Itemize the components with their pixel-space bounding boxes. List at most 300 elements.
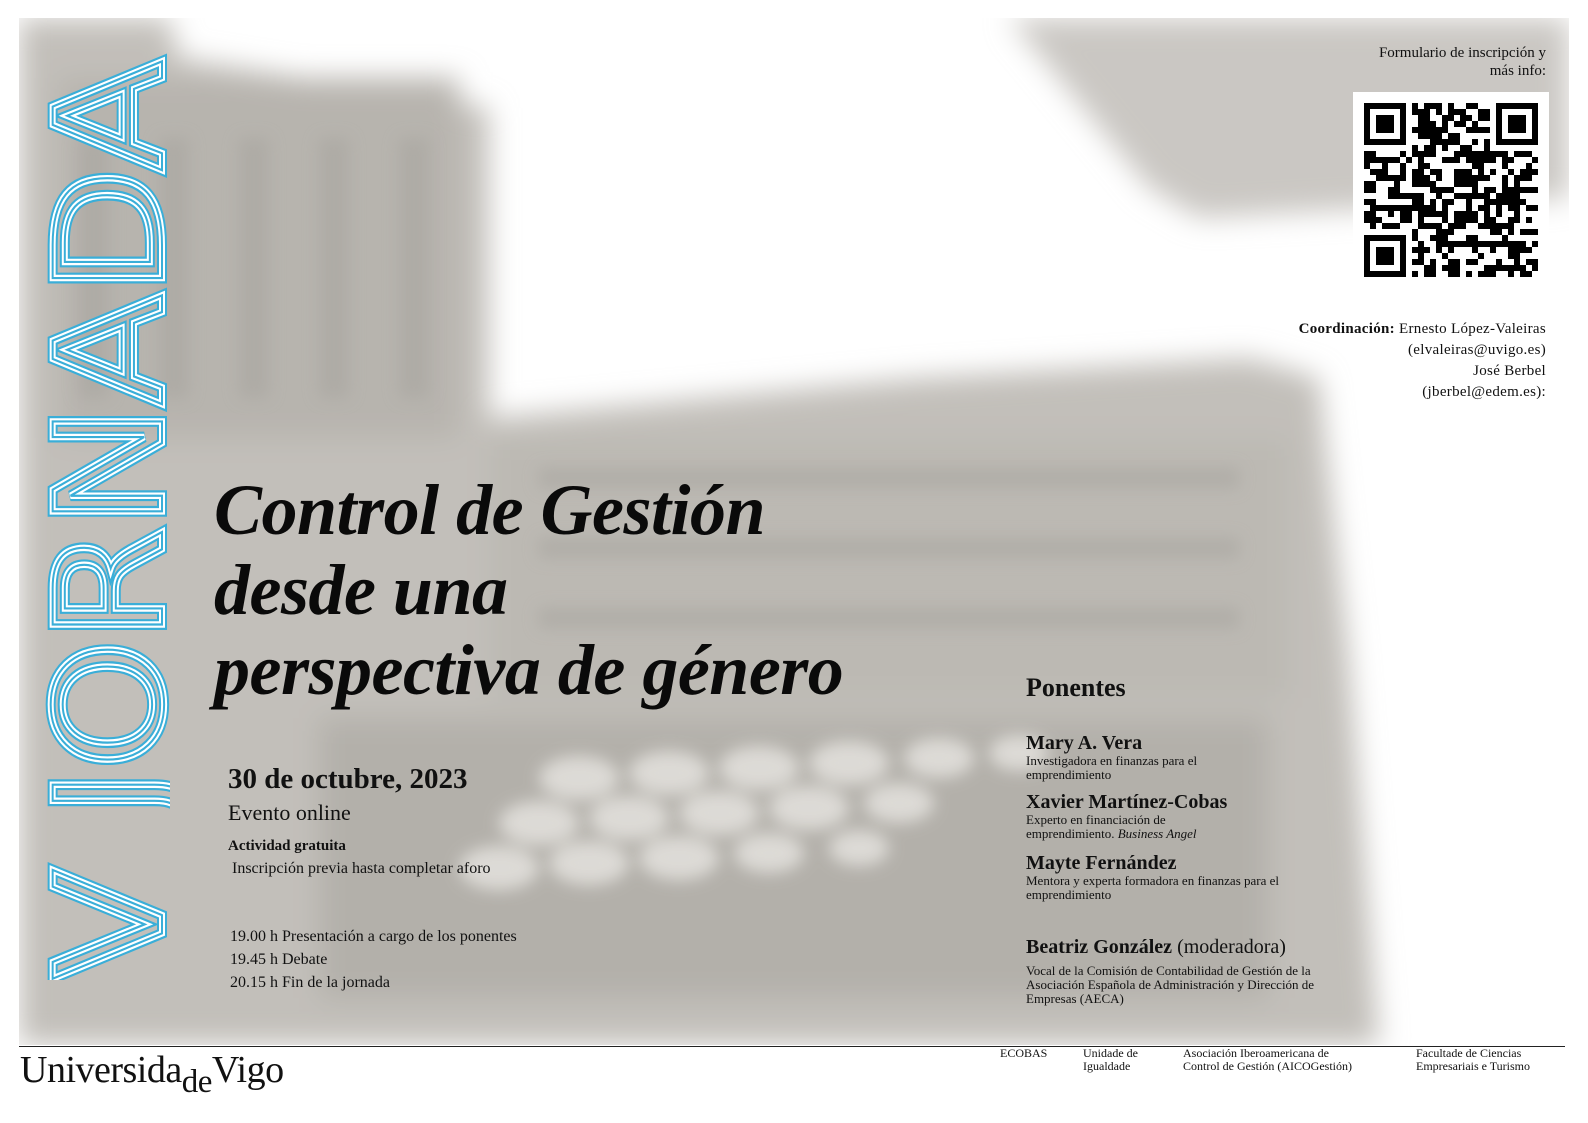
qr-module — [1436, 133, 1442, 139]
qr-module — [1454, 169, 1460, 175]
qr-module — [1448, 133, 1454, 139]
qr-module — [1442, 127, 1448, 133]
qr-module — [1364, 181, 1370, 187]
qr-module — [1484, 115, 1490, 121]
qr-module — [1466, 199, 1472, 205]
qr-module — [1484, 223, 1490, 229]
logo-part: Vigo — [211, 1049, 284, 1091]
qr-module — [1532, 259, 1538, 265]
qr-module — [1508, 205, 1514, 211]
qr-module — [1430, 169, 1436, 175]
qr-module — [1418, 199, 1424, 205]
qr-module — [1520, 229, 1526, 235]
qr-module — [1466, 151, 1472, 157]
qr-module — [1472, 247, 1478, 253]
qr-module — [1460, 193, 1466, 199]
qr-module — [1412, 271, 1418, 277]
qr-module — [1502, 223, 1508, 229]
qr-module — [1430, 151, 1436, 157]
universidade-de-vigo-logo — [20, 1048, 284, 1100]
qr-module — [1478, 169, 1484, 175]
qr-module — [1436, 229, 1442, 235]
qr-module — [1388, 223, 1394, 229]
qr-module — [1454, 265, 1460, 271]
qr-module — [1484, 217, 1490, 223]
qr-module — [1424, 127, 1430, 133]
qr-module — [1370, 223, 1376, 229]
moderator-role: (moderadora) — [1177, 936, 1286, 958]
qr-module — [1466, 217, 1472, 223]
qr-module — [1532, 169, 1538, 175]
qr-module — [1370, 211, 1376, 217]
qr-module — [1532, 157, 1538, 163]
qr-module — [1436, 169, 1442, 175]
qr-label-line-1: Formulario de inscripción y — [1378, 45, 1546, 61]
qr-module — [1448, 199, 1454, 205]
qr-module — [1388, 205, 1394, 211]
qr-module — [1418, 163, 1424, 169]
sponsor-line: Igualdade — [1083, 1059, 1131, 1073]
qr-module — [1394, 193, 1400, 199]
qr-module — [1526, 169, 1532, 175]
qr-module — [1430, 145, 1436, 151]
qr-module — [1490, 169, 1496, 175]
qr-module — [1424, 145, 1430, 151]
coordinator-email[interactable]: (elvaleiras@uvigo.es) — [1408, 342, 1546, 358]
qr-module — [1412, 193, 1418, 199]
vertical-word-stroke: JORNADA — [30, 132, 170, 830]
registration-note: Inscripción previa hasta completar aforo — [232, 860, 491, 877]
qr-module — [1448, 229, 1454, 235]
qr-module — [1454, 241, 1460, 247]
qr-module — [1424, 265, 1430, 271]
speaker-description — [1026, 754, 1386, 782]
qr-module — [1436, 193, 1442, 199]
qr-module — [1460, 223, 1466, 229]
speaker-desc-line: emprendimiento — [1026, 767, 1112, 782]
qr-module — [1526, 271, 1532, 277]
qr-module — [1376, 169, 1382, 175]
qr-module — [1484, 241, 1490, 247]
qr-module — [1466, 157, 1472, 163]
qr-module — [1520, 247, 1526, 253]
qr-module — [1436, 109, 1442, 115]
qr-module — [1430, 127, 1436, 133]
qr-module — [1376, 175, 1382, 181]
moderator-card — [1026, 936, 1386, 1006]
qr-module — [1484, 193, 1490, 199]
qr-module — [1448, 109, 1454, 115]
qr-module — [1496, 211, 1502, 217]
qr-module — [1484, 175, 1490, 181]
qr-module — [1454, 133, 1460, 139]
qr-module — [1412, 175, 1418, 181]
qr-module — [1448, 265, 1454, 271]
qr-module — [1490, 157, 1496, 163]
qr-module — [1502, 181, 1508, 187]
qr-module — [1370, 205, 1376, 211]
qr-finder — [1376, 115, 1394, 133]
qr-module — [1454, 217, 1460, 223]
qr-module — [1442, 205, 1448, 211]
qr-module — [1382, 169, 1388, 175]
qr-module — [1472, 151, 1478, 157]
qr-module — [1520, 169, 1526, 175]
qr-module — [1514, 259, 1520, 265]
qr-module — [1364, 157, 1370, 163]
qr-module — [1466, 127, 1472, 133]
qr-module — [1448, 139, 1454, 145]
qr-module — [1490, 265, 1496, 271]
qr-module — [1508, 199, 1514, 205]
qr-module — [1412, 127, 1418, 133]
qr-module — [1442, 139, 1448, 145]
qr-module — [1484, 127, 1490, 133]
qr-module — [1466, 241, 1472, 247]
schedule-item: 19.00 h Presentación a cargo de los ponentes — [230, 928, 517, 945]
qr-module — [1502, 199, 1508, 205]
moderator-name — [1026, 936, 1386, 958]
free-activity-label: Actividad gratuita — [228, 838, 346, 854]
qr-module — [1400, 169, 1406, 175]
qr-module — [1370, 199, 1376, 205]
title-line-2: desde una — [214, 550, 508, 630]
qr-module — [1382, 205, 1388, 211]
qr-module — [1526, 187, 1532, 193]
qr-module — [1370, 169, 1376, 175]
qr-module — [1436, 235, 1442, 241]
qr-module — [1400, 193, 1406, 199]
qr-module — [1532, 187, 1538, 193]
qr-module — [1466, 181, 1472, 187]
qr-module — [1520, 175, 1526, 181]
qr-module — [1454, 139, 1460, 145]
qr-module — [1472, 175, 1478, 181]
qr-module — [1478, 175, 1484, 181]
qr-module — [1430, 103, 1436, 109]
qr-module — [1472, 127, 1478, 133]
qr-module — [1418, 115, 1424, 121]
qr-module — [1496, 229, 1502, 235]
qr-module — [1496, 265, 1502, 271]
moderator-description — [1026, 964, 1386, 1006]
qr-module — [1418, 121, 1424, 127]
qr-module — [1424, 175, 1430, 181]
qr-module — [1472, 181, 1478, 187]
qr-module — [1424, 181, 1430, 187]
qr-module — [1514, 211, 1520, 217]
qr-module — [1418, 223, 1424, 229]
qr-module — [1418, 133, 1424, 139]
qr-module — [1526, 229, 1532, 235]
qr-module — [1442, 145, 1448, 151]
qr-module — [1514, 199, 1520, 205]
qr-module — [1382, 223, 1388, 229]
qr-module — [1490, 271, 1496, 277]
qr-module — [1472, 235, 1478, 241]
qr-module — [1424, 223, 1430, 229]
qr-module — [1520, 199, 1526, 205]
qr-module — [1514, 253, 1520, 259]
qr-module — [1430, 211, 1436, 217]
qr-module — [1496, 223, 1502, 229]
speaker-desc-italic: Business Angel — [1117, 826, 1197, 841]
qr-module — [1370, 187, 1376, 193]
qr-module — [1484, 157, 1490, 163]
qr-module — [1496, 205, 1502, 211]
qr-module — [1448, 187, 1454, 193]
qr-module — [1484, 265, 1490, 271]
vertical-title-v-jornada — [30, 30, 170, 980]
qr-module — [1490, 151, 1496, 157]
qr-module — [1364, 217, 1370, 223]
sponsor-line: Facultade de Ciencias — [1416, 1046, 1522, 1060]
qr-module — [1436, 211, 1442, 217]
qr-module — [1370, 151, 1376, 157]
qr-module — [1466, 271, 1472, 277]
qr-module — [1400, 205, 1406, 211]
speaker-name: Mayte Fernández — [1026, 852, 1177, 874]
qr-module — [1484, 151, 1490, 157]
qr-module — [1442, 211, 1448, 217]
qr-module — [1478, 157, 1484, 163]
qr-module — [1376, 157, 1382, 163]
qr-module — [1490, 217, 1496, 223]
qr-module — [1418, 109, 1424, 115]
qr-module — [1442, 241, 1448, 247]
qr-module — [1424, 103, 1430, 109]
qr-module — [1502, 265, 1508, 271]
qr-module — [1436, 175, 1442, 181]
qr-module — [1484, 271, 1490, 277]
qr-module — [1454, 193, 1460, 199]
qr-module — [1454, 181, 1460, 187]
qr-module — [1400, 151, 1406, 157]
coordinator-email[interactable]: (jberbel@edem.es): — [1422, 384, 1546, 400]
qr-module — [1370, 217, 1376, 223]
qr-module — [1490, 247, 1496, 253]
qr-module — [1388, 187, 1394, 193]
qr-module — [1406, 205, 1412, 211]
qr-module — [1364, 151, 1370, 157]
qr-module — [1514, 247, 1520, 253]
sponsor-line: Empresariais e Turismo — [1416, 1059, 1530, 1073]
speaker-card — [1026, 852, 1386, 902]
vertical-word-stroke: JORNADA — [30, 132, 170, 830]
qr-module — [1502, 241, 1508, 247]
qr-module — [1484, 109, 1490, 115]
logo-part: de — [181, 1064, 212, 1100]
qr-label-line-2: más info: — [1489, 63, 1546, 79]
qr-module — [1412, 145, 1418, 151]
qr-module — [1406, 157, 1412, 163]
qr-module — [1508, 247, 1514, 253]
qr-module — [1472, 187, 1478, 193]
qr-module — [1502, 193, 1508, 199]
qr-module — [1478, 223, 1484, 229]
qr-module — [1520, 241, 1526, 247]
qr-module — [1442, 157, 1448, 163]
qr-module — [1526, 259, 1532, 265]
qr-module — [1484, 205, 1490, 211]
qr-module — [1466, 235, 1472, 241]
qr-module — [1508, 223, 1514, 229]
qr-module — [1508, 157, 1514, 163]
qr-module — [1424, 163, 1430, 169]
qr-module — [1376, 205, 1382, 211]
qr-module — [1412, 151, 1418, 157]
qr-module — [1502, 235, 1508, 241]
qr-module — [1442, 115, 1448, 121]
qr-module — [1478, 127, 1484, 133]
qr-module — [1502, 175, 1508, 181]
qr-module — [1418, 253, 1424, 259]
qr-module — [1448, 241, 1454, 247]
qr-module — [1376, 217, 1382, 223]
qr-module — [1454, 211, 1460, 217]
qr-module — [1526, 175, 1532, 181]
speaker-name: Mary A. Vera — [1026, 732, 1143, 754]
qr-module — [1454, 223, 1460, 229]
qr-module — [1436, 223, 1442, 229]
qr-module — [1412, 205, 1418, 211]
qr-module — [1532, 229, 1538, 235]
qr-module — [1472, 211, 1478, 217]
sponsor-line: Asociación Iberoamericana de — [1183, 1046, 1329, 1060]
qr-module — [1430, 139, 1436, 145]
qr-module — [1436, 103, 1442, 109]
coordination-block — [1299, 319, 1546, 403]
qr-module — [1412, 259, 1418, 265]
qr-module — [1370, 181, 1376, 187]
qr-module — [1478, 241, 1484, 247]
schedule-item: 19.45 h Debate — [230, 951, 328, 968]
qr-module — [1460, 217, 1466, 223]
qr-module — [1478, 115, 1484, 121]
qr-module — [1466, 103, 1472, 109]
qr-module — [1442, 187, 1448, 193]
speaker-desc-line — [1026, 827, 1386, 841]
qr-module — [1412, 109, 1418, 115]
speaker-desc-line: Investigadora en finanzas para el — [1026, 753, 1198, 768]
qr-module — [1454, 151, 1460, 157]
qr-module — [1460, 121, 1466, 127]
qr-module — [1460, 109, 1466, 115]
qr-module — [1442, 265, 1448, 271]
qr-module — [1478, 163, 1484, 169]
qr-module — [1436, 187, 1442, 193]
qr-module — [1460, 145, 1466, 151]
qr-module — [1430, 259, 1436, 265]
qr-module — [1412, 169, 1418, 175]
qr-module — [1514, 265, 1520, 271]
qr-module — [1418, 181, 1424, 187]
qr-module — [1400, 211, 1406, 217]
qr-module — [1430, 265, 1436, 271]
qr-module — [1490, 229, 1496, 235]
qr-module — [1526, 217, 1532, 223]
qr-module — [1364, 187, 1370, 193]
moderator-desc-line: Vocal de la Comisión de Contabilidad de Gestión de la — [1026, 963, 1311, 978]
qr-module — [1526, 205, 1532, 211]
qr-module — [1442, 217, 1448, 223]
qr-module — [1478, 253, 1484, 259]
qr-module — [1448, 247, 1454, 253]
qr-module — [1472, 241, 1478, 247]
qr-module — [1472, 193, 1478, 199]
qr-module — [1514, 205, 1520, 211]
qr-module — [1406, 217, 1412, 223]
qr-code-icon[interactable] — [1353, 92, 1549, 288]
qr-module — [1448, 115, 1454, 121]
qr-module — [1400, 217, 1406, 223]
qr-module — [1412, 235, 1418, 241]
qr-module — [1454, 175, 1460, 181]
qr-module — [1466, 259, 1472, 265]
qr-module — [1508, 193, 1514, 199]
qr-module — [1460, 151, 1466, 157]
qr-module — [1454, 121, 1460, 127]
speaker-desc-text: emprendimiento. — [1026, 826, 1115, 841]
qr-module — [1418, 259, 1424, 265]
moderator-desc-line: Empresas (AECA) — [1026, 991, 1124, 1006]
coordination-label: Coordinación: — [1298, 321, 1395, 337]
qr-module — [1472, 157, 1478, 163]
qr-module — [1370, 157, 1376, 163]
speaker-desc-line: Experto en financiación de — [1026, 812, 1166, 827]
qr-module — [1394, 175, 1400, 181]
qr-module — [1418, 241, 1424, 247]
qr-module — [1514, 187, 1520, 193]
qr-module — [1430, 235, 1436, 241]
qr-module — [1412, 229, 1418, 235]
speaker-card — [1026, 732, 1386, 782]
qr-module — [1418, 157, 1424, 163]
qr-module — [1502, 163, 1508, 169]
qr-module — [1394, 187, 1400, 193]
qr-module — [1514, 217, 1520, 223]
qr-module — [1502, 151, 1508, 157]
qr-module — [1424, 205, 1430, 211]
qr-module — [1526, 247, 1532, 253]
qr-module — [1436, 139, 1442, 145]
qr-module — [1388, 193, 1394, 199]
logo-part: Universida — [20, 1049, 182, 1091]
qr-module — [1478, 109, 1484, 115]
qr-module — [1454, 109, 1460, 115]
qr-module — [1394, 157, 1400, 163]
qr-module — [1496, 193, 1502, 199]
qr-module — [1526, 163, 1532, 169]
sponsor-aicogestion — [1183, 1047, 1352, 1073]
qr-module — [1418, 127, 1424, 133]
qr-module — [1466, 211, 1472, 217]
qr-module — [1382, 175, 1388, 181]
qr-module — [1472, 259, 1478, 265]
qr-module — [1472, 121, 1478, 127]
qr-module — [1466, 175, 1472, 181]
qr-module — [1520, 151, 1526, 157]
qr-module — [1424, 247, 1430, 253]
qr-module — [1424, 133, 1430, 139]
qr-module — [1460, 169, 1466, 175]
qr-module — [1490, 187, 1496, 193]
sponsor-facultade — [1416, 1047, 1530, 1073]
title-line-3: perspectiva de género — [214, 630, 844, 710]
coordinator-name: Ernesto López-Valeiras — [1399, 321, 1546, 337]
qr-module — [1508, 271, 1514, 277]
qr-module — [1442, 199, 1448, 205]
